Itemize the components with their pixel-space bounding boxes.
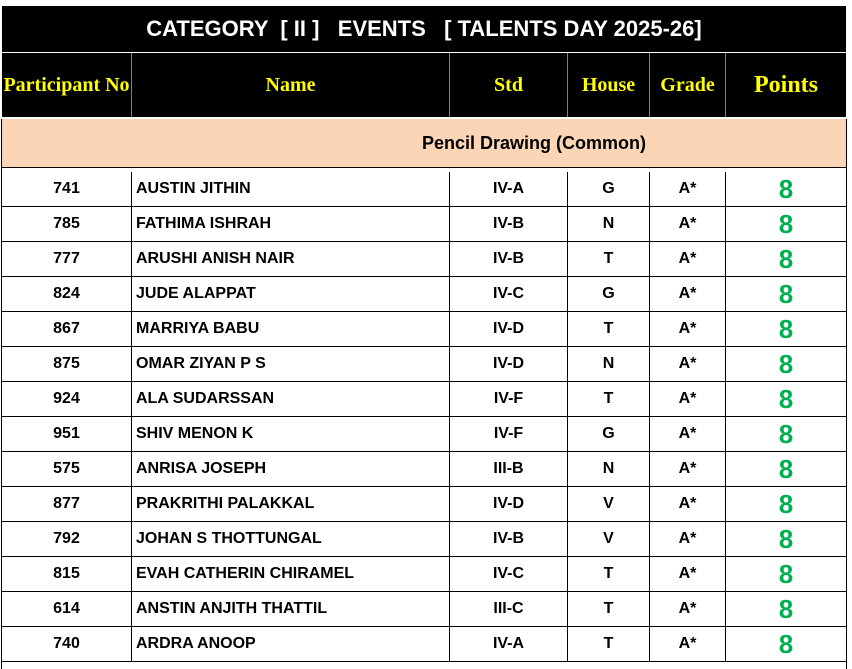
points-cell[interactable]: 8 xyxy=(778,418,794,449)
participant-no-cell[interactable]: 614 xyxy=(2,592,132,626)
std-cell[interactable]: III-B xyxy=(450,452,568,486)
std-cell[interactable]: IV-D xyxy=(450,312,568,346)
house-cell[interactable]: G xyxy=(568,417,650,451)
table-row[interactable] xyxy=(2,592,846,627)
house-cell[interactable]: G xyxy=(568,172,650,206)
std-cell[interactable]: IV-A xyxy=(450,627,568,661)
name-cell[interactable]: SHIV MENON K xyxy=(132,417,450,451)
table-row[interactable] xyxy=(2,172,846,207)
points-cell[interactable]: 8 xyxy=(778,383,794,414)
std-cell[interactable]: IV-D xyxy=(450,487,568,521)
house-cell[interactable]: N xyxy=(568,452,650,486)
participant-no-cell[interactable]: 867 xyxy=(2,312,132,346)
header-std[interactable]: Std xyxy=(450,53,568,117)
grade-cell[interactable]: A* xyxy=(650,207,726,241)
grade-cell[interactable]: A* xyxy=(650,312,726,346)
sheet-title[interactable]: CATEGORY [ II ] EVENTS [ TALENTS DAY 2025-26] xyxy=(2,6,846,52)
points-cell[interactable]: 8 xyxy=(778,488,794,519)
name-cell[interactable]: OMAR ZIYAN P S xyxy=(132,347,450,381)
table-row[interactable] xyxy=(2,452,846,487)
grade-cell[interactable]: A* xyxy=(650,382,726,416)
house-cell[interactable]: T xyxy=(568,382,650,416)
grade-cell[interactable]: A* xyxy=(650,172,726,206)
std-cell[interactable]: III-C xyxy=(450,592,568,626)
section-title: Pencil Drawing (Common) xyxy=(422,133,647,153)
name-cell[interactable]: ARDRA ANOOP xyxy=(132,627,450,661)
points-cell[interactable]: 8 xyxy=(778,348,794,379)
participant-no-cell[interactable]: 741 xyxy=(2,172,132,206)
table-row[interactable] xyxy=(2,487,846,522)
header-points[interactable]: Points xyxy=(753,71,818,98)
table-row[interactable] xyxy=(2,382,846,417)
grade-cell[interactable]: A* xyxy=(650,487,726,521)
table-row[interactable] xyxy=(2,277,846,312)
name-cell[interactable]: MARRIYA BABU xyxy=(132,312,450,346)
points-cell[interactable]: 8 xyxy=(778,593,794,624)
std-cell[interactable]: IV-C xyxy=(450,557,568,591)
house-cell[interactable]: T xyxy=(568,312,650,346)
grade-cell[interactable]: A* xyxy=(650,627,726,661)
name-cell[interactable]: PRAKRITHI PALAKKAL xyxy=(132,487,450,521)
header-grade[interactable]: Grade xyxy=(650,53,726,117)
name-cell[interactable]: FATHIMA ISHRAH xyxy=(132,207,450,241)
table-row[interactable] xyxy=(2,417,846,452)
table-row[interactable] xyxy=(2,207,846,242)
house-cell[interactable]: T xyxy=(568,242,650,276)
name-cell[interactable]: JOHAN S THOTTUNGAL xyxy=(132,522,450,556)
participant-no-cell[interactable]: 951 xyxy=(2,417,132,451)
participant-no-cell[interactable]: 777 xyxy=(2,242,132,276)
participant-no-cell[interactable]: 740 xyxy=(2,627,132,661)
name-cell[interactable]: AUSTIN JITHIN xyxy=(132,172,450,206)
name-cell[interactable]: ANRISA JOSEPH xyxy=(132,452,450,486)
grade-cell[interactable]: A* xyxy=(650,347,726,381)
table-row[interactable] xyxy=(2,557,846,592)
header-name[interactable]: Name xyxy=(132,53,450,117)
house-cell[interactable]: N xyxy=(568,347,650,381)
header-row xyxy=(2,53,846,117)
name-cell[interactable]: JUDE ALAPPAT xyxy=(132,277,450,311)
participant-no-cell[interactable]: 785 xyxy=(2,207,132,241)
name-cell[interactable]: EVAH CATHERIN CHIRAMEL xyxy=(132,557,450,591)
points-cell[interactable]: 8 xyxy=(778,313,794,344)
points-cell[interactable]: 8 xyxy=(778,453,794,484)
name-cell[interactable]: ARUSHI ANISH NAIR xyxy=(132,242,450,276)
table-row[interactable] xyxy=(2,242,846,277)
house-cell[interactable]: T xyxy=(568,557,650,591)
std-cell[interactable]: IV-B xyxy=(450,242,568,276)
participant-no-cell[interactable]: 824 xyxy=(2,277,132,311)
table-row[interactable] xyxy=(2,312,846,347)
participant-no-cell[interactable]: 875 xyxy=(2,347,132,381)
grade-cell[interactable]: A* xyxy=(650,557,726,591)
table-body xyxy=(2,172,846,662)
points-cell[interactable]: 8 xyxy=(778,173,794,204)
section-row[interactable] xyxy=(2,119,846,168)
table-row[interactable] xyxy=(2,522,846,557)
std-cell[interactable]: IV-C xyxy=(450,277,568,311)
grade-cell[interactable]: A* xyxy=(650,277,726,311)
house-cell[interactable]: V xyxy=(568,522,650,556)
participant-no-cell[interactable]: 877 xyxy=(2,487,132,521)
house-cell[interactable]: T xyxy=(568,592,650,626)
grade-cell[interactable]: A* xyxy=(650,452,726,486)
grade-cell[interactable]: A* xyxy=(650,417,726,451)
house-cell[interactable]: V xyxy=(568,487,650,521)
grade-cell[interactable]: A* xyxy=(650,242,726,276)
header-participant-no[interactable]: Participant No xyxy=(2,53,132,117)
points-cell[interactable]: 8 xyxy=(778,523,794,554)
table-row[interactable] xyxy=(2,347,846,382)
points-cell[interactable]: 8 xyxy=(778,208,794,239)
points-cell[interactable]: 8 xyxy=(778,243,794,274)
std-cell[interactable]: IV-D xyxy=(450,347,568,381)
participant-no-cell[interactable]: 792 xyxy=(2,522,132,556)
std-cell[interactable]: IV-B xyxy=(450,207,568,241)
divider xyxy=(846,119,847,669)
std-cell[interactable]: IV-B xyxy=(450,522,568,556)
header-house[interactable]: House xyxy=(568,53,650,117)
participant-no-cell[interactable]: 815 xyxy=(2,557,132,591)
participant-no-cell[interactable]: 924 xyxy=(2,382,132,416)
points-cell[interactable]: 8 xyxy=(778,558,794,589)
table-row[interactable] xyxy=(2,627,846,662)
points-cell[interactable]: 8 xyxy=(778,628,794,659)
name-cell[interactable]: ANSTIN ANJITH THATTIL xyxy=(132,592,450,626)
std-cell[interactable]: IV-F xyxy=(450,417,568,451)
name-cell[interactable]: ALA SUDARSSAN xyxy=(132,382,450,416)
grade-cell[interactable]: A* xyxy=(650,592,726,626)
std-cell[interactable]: IV-A xyxy=(450,172,568,206)
house-cell[interactable]: G xyxy=(568,277,650,311)
house-cell[interactable]: N xyxy=(568,207,650,241)
grade-cell[interactable]: A* xyxy=(650,522,726,556)
participant-no-cell[interactable]: 575 xyxy=(2,452,132,486)
house-cell[interactable]: T xyxy=(568,627,650,661)
points-cell[interactable]: 8 xyxy=(778,278,794,309)
std-cell[interactable]: IV-F xyxy=(450,382,568,416)
